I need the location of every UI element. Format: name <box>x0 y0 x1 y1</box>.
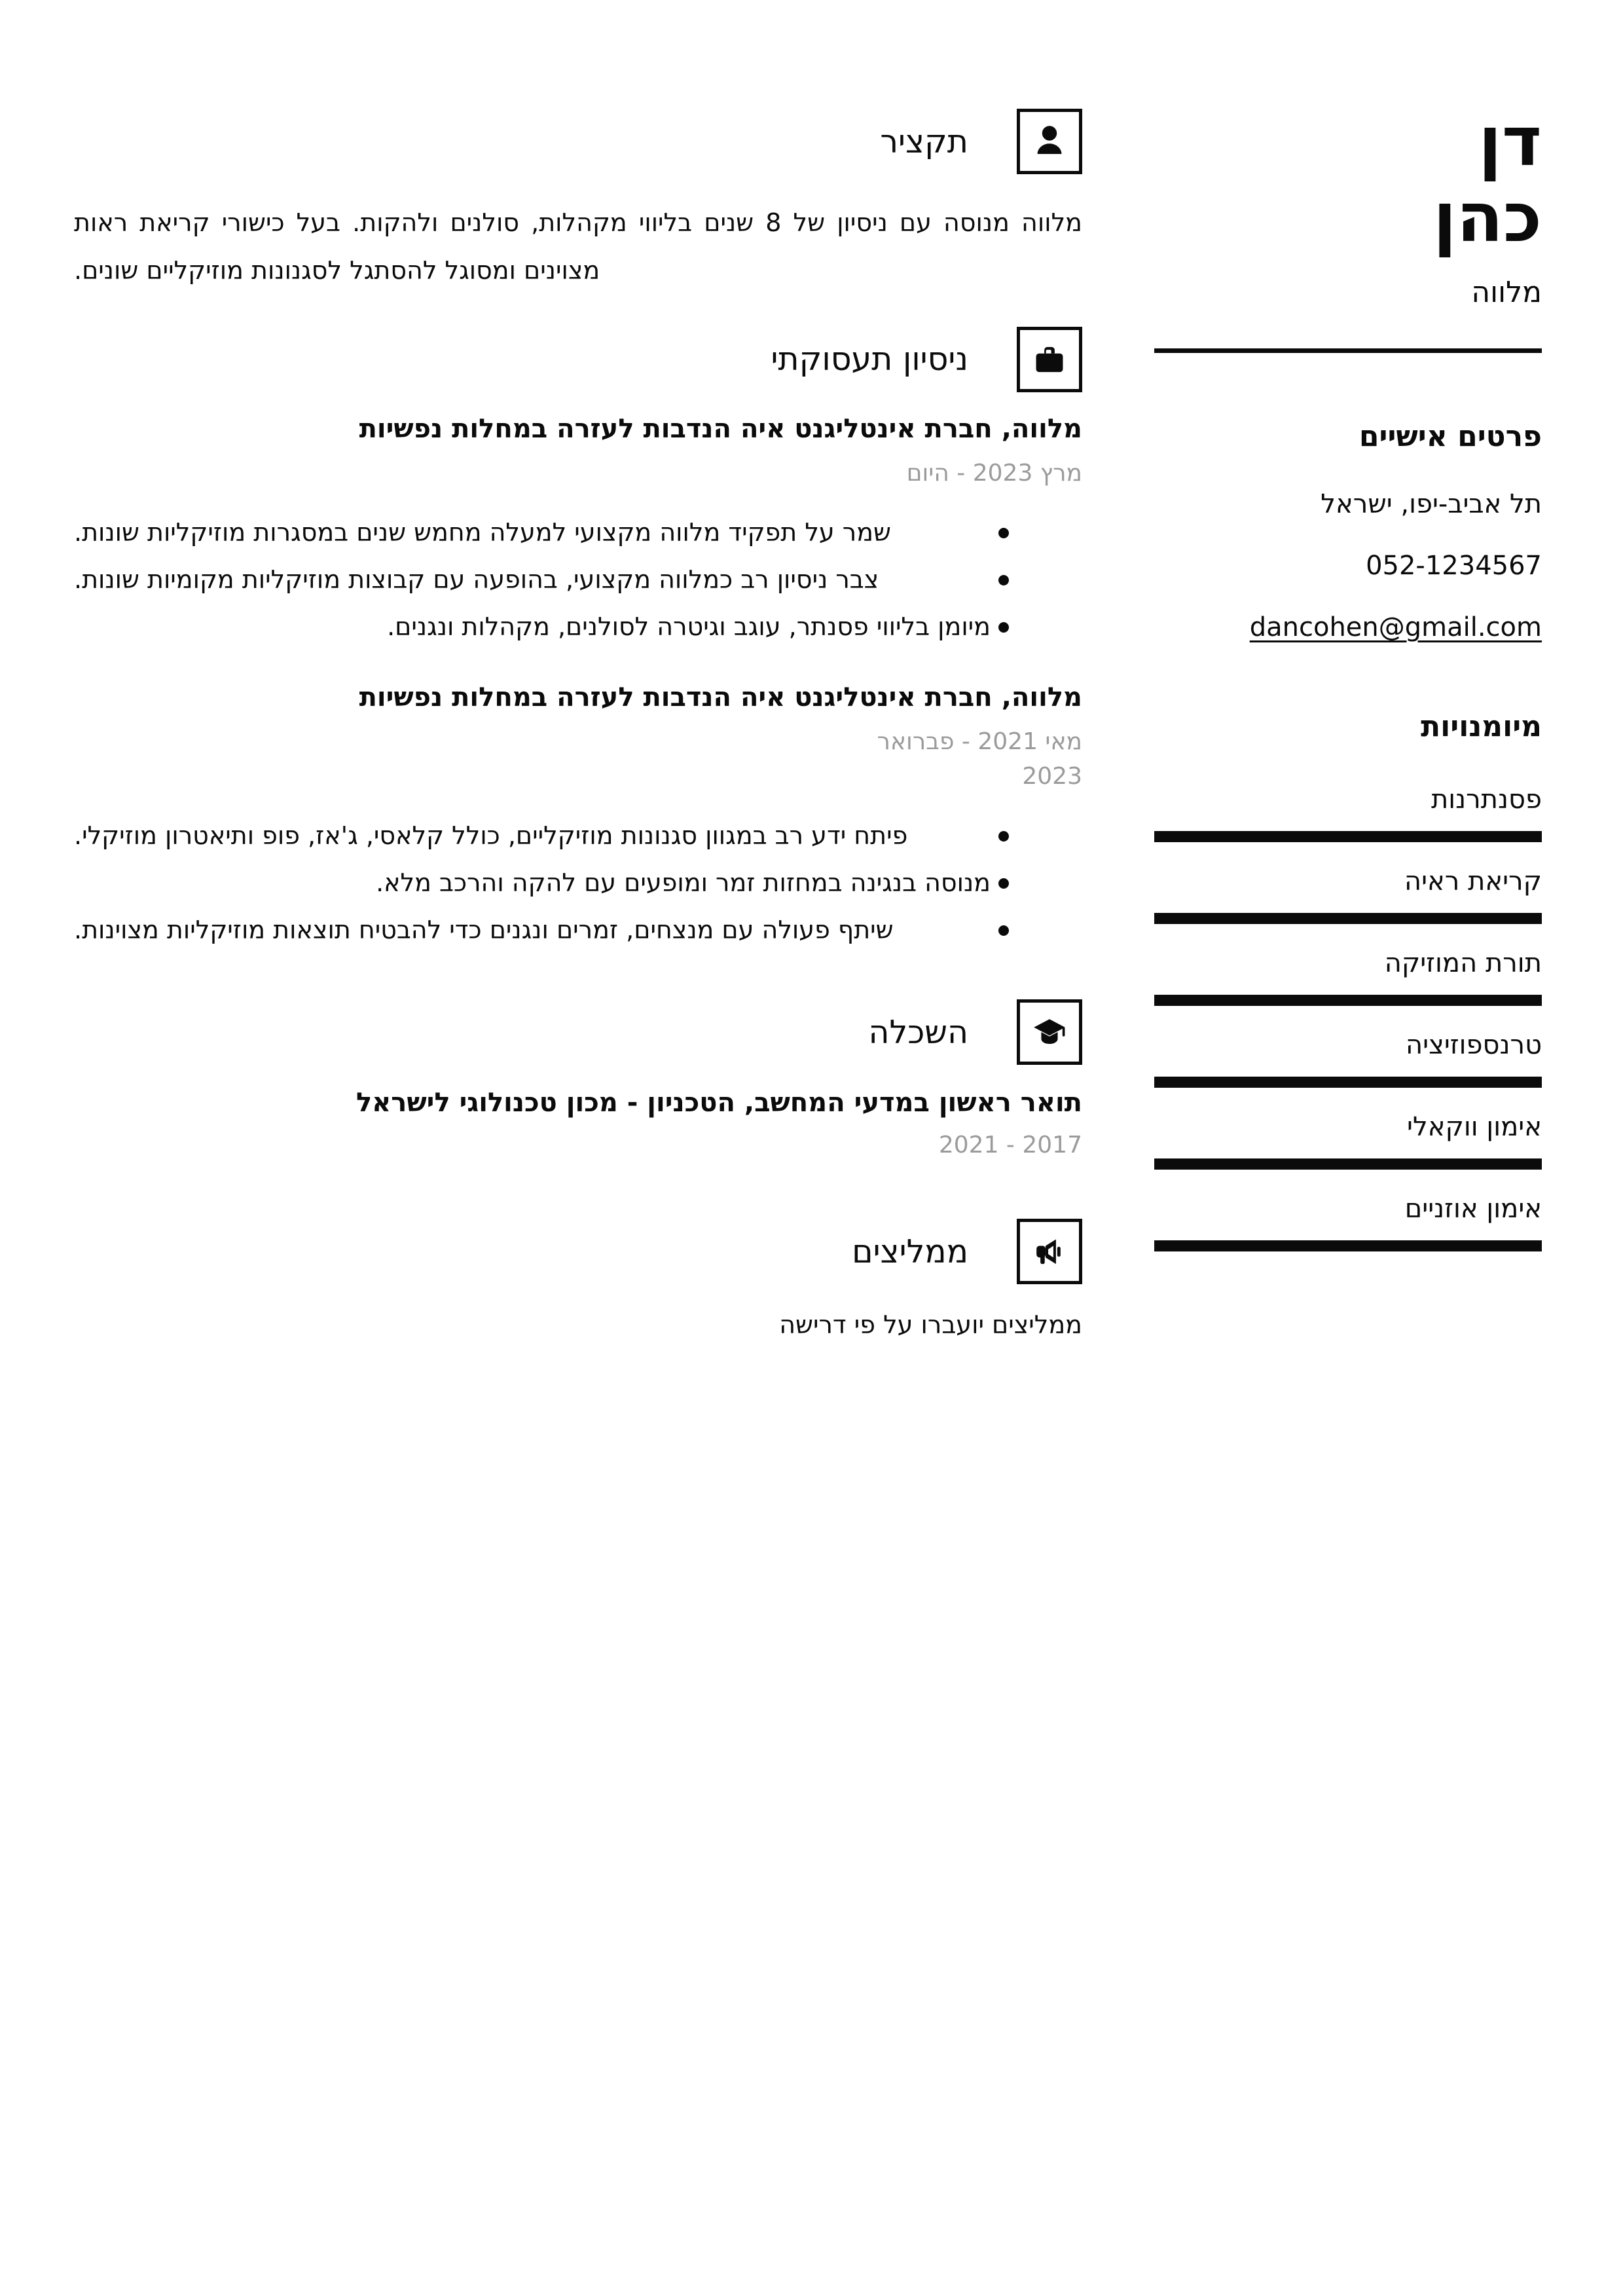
person-name-line1: דן <box>1478 102 1542 181</box>
summary-section <box>74 109 1082 295</box>
skill-bar-track <box>1154 913 1542 924</box>
skill-bar <box>1154 1077 1542 1088</box>
skills-list <box>1154 784 1542 1251</box>
graduation-cap-icon <box>1017 999 1082 1065</box>
megaphone-icon <box>1017 1219 1082 1284</box>
skill-label: אימון ווקאלי <box>1407 1111 1542 1142</box>
skill-label: פסנתרנות <box>1431 784 1542 815</box>
person-icon <box>1017 109 1082 174</box>
job-bullet: מנוסה בנגינה במחזות זמר ומופעים עם להקה והרכב מלא. <box>74 859 1082 906</box>
main-column <box>74 0 1082 1339</box>
job-entry <box>74 680 1082 954</box>
degree-title: תואר ראשון במדעי המחשב, הטכניון - מכון טכנולוגי לישראל <box>356 1088 1082 1119</box>
references-text: ממליצים יועברו על פי דרישה <box>779 1310 1082 1340</box>
skill-bar-track <box>1154 995 1542 1006</box>
skill-label: תורת המוזיקה <box>1384 948 1542 978</box>
sidebar <box>1154 0 1542 1339</box>
references-header <box>74 1219 1082 1284</box>
job-entry <box>74 412 1082 651</box>
job-bullet: שמר על תפקיד מלווה מקצועי למעלה מחמש שנים במסגרות מוזיקליות שונות. <box>74 509 1082 556</box>
education-dates: 2017 - 2021 <box>938 1132 1082 1159</box>
skill-bar <box>1154 1158 1542 1170</box>
skill-label: קריאת ראיה <box>1404 866 1542 897</box>
skill-bar-track <box>1154 1077 1542 1088</box>
skill-item <box>1154 1029 1542 1088</box>
skill-bar <box>1154 995 1542 1006</box>
references-heading: ממליצים <box>852 1232 968 1270</box>
job-bullet: פיתח ידע רב במגוון סגנונות מוזיקליים, כולל קלאסי, ג'אז, פופ ותיאטרון מוזיקלי. <box>74 812 1082 859</box>
job-bullets <box>74 509 1082 651</box>
experience-header <box>74 327 1082 392</box>
job-dates: מאי 2021 - פברואר 2023 <box>877 728 1082 790</box>
summary-heading: תקציר <box>880 122 968 160</box>
education-section <box>74 999 1082 1158</box>
personal-details-heading: פרטים אישיים <box>1359 419 1542 453</box>
skill-bar <box>1154 1240 1542 1251</box>
skill-bar-track <box>1154 831 1542 842</box>
experience-section <box>74 327 1082 954</box>
job-bullets <box>74 812 1082 954</box>
skills-heading: מיומנויות <box>1421 709 1542 743</box>
skill-bar-track <box>1154 1240 1542 1251</box>
job-bullet: מיומן בליווי פסנתר, עוגב וגיטרה לסולנים, מקהלות ונגנים. <box>74 603 1082 650</box>
job-bullet: צבר ניסיון רב כמלווה מקצועי, בהופעה עם קבוצות מוזיקליות מקומיות שונות. <box>74 556 1082 603</box>
education-header <box>74 999 1082 1065</box>
skill-item <box>1154 948 1542 1006</box>
skill-item <box>1154 1193 1542 1251</box>
person-job-title: מלווה <box>1471 275 1542 309</box>
skill-bar <box>1154 831 1542 842</box>
skill-label: אימון אוזניים <box>1404 1193 1542 1224</box>
job-title: מלווה, חברת אינטליגנט איה הנדבות לעזרה במחלות נפשיות <box>359 413 1082 444</box>
job-bullet: שיתף פעולה עם מנצחים, זמרים ונגנים כדי להבטיח תוצאות מוזיקליות מצוינות. <box>74 906 1082 954</box>
skill-bar-track <box>1154 1158 1542 1170</box>
email-link[interactable]: dancohen@gmail.com <box>1249 612 1542 642</box>
skill-label: טרנספוזיציה <box>1406 1029 1542 1060</box>
summary-text: מלווה מנוסה עם ניסיון של 8 שנים בליווי מקהלות, סולנים ולהקות. בעל כישורי קריאת ראות מצוינים ומסוגל להסתגל לסגנונות מוזיקליים שונים. <box>74 208 1082 286</box>
skill-bar <box>1154 913 1542 924</box>
phone-text: 052-1234567 <box>1366 550 1542 581</box>
location-text: תל אביב-יפו, ישראל <box>1321 489 1542 519</box>
summary-header <box>74 109 1082 174</box>
skill-item <box>1154 1111 1542 1170</box>
experience-heading: ניסיון תעסוקתי <box>771 341 968 379</box>
email-link-wrap <box>1154 612 1542 643</box>
sidebar-divider <box>1154 348 1542 353</box>
education-heading: השכלה <box>868 1013 968 1051</box>
job-title: מלווה, חברת אינטליגנט איה הנדבות לעזרה במחלות נפשיות <box>359 682 1082 713</box>
job-dates: מרץ 2023 - היום <box>906 459 1082 487</box>
references-section <box>74 1219 1082 1339</box>
skill-item <box>1154 784 1542 842</box>
person-name-line2: כהן <box>1432 177 1542 258</box>
person-name <box>1154 103 1542 256</box>
skill-item <box>1154 866 1542 924</box>
briefcase-icon <box>1017 327 1082 392</box>
